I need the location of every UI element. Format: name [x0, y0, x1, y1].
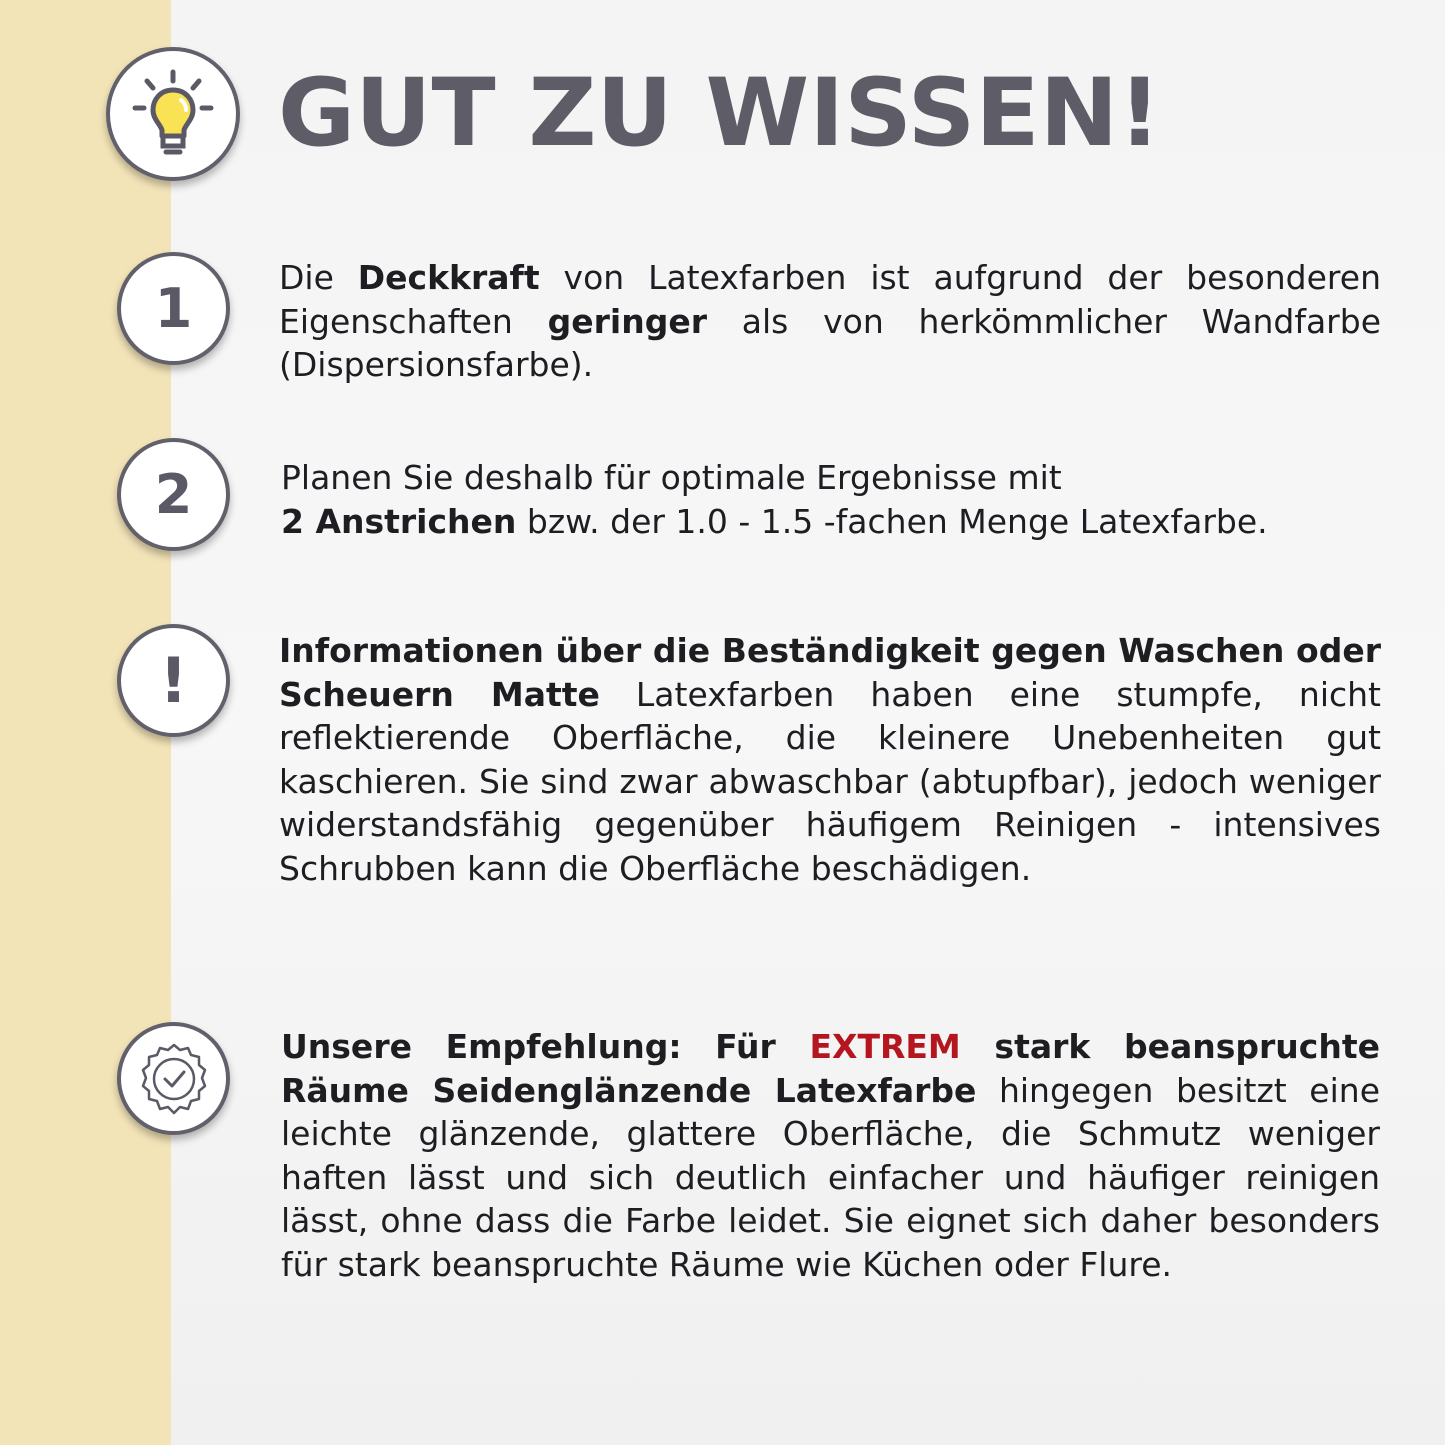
info-paragraph-2 [281, 456, 1383, 543]
body-text: hingegen besitzt eine leichte glänzende, glattere Oberfläche, die Schmutz weniger haften lässt und sich deutlich einfacher und häufiger reinigen lässt, ohne dass die Farbe leidet. Sie eignet sich daher besonders für stark beanspruchte Räume wie Küchen oder Flure. [281, 1070, 1380, 1284]
body-text: Die [279, 258, 358, 297]
bold-text: stark beanspruchte Räume Seidenglänzende Latexfarbe [281, 1027, 1380, 1110]
body-text: von Latexfarben ist aufgrund der besonderen Eigenschaften [279, 258, 1381, 341]
info-paragraph-4 [281, 1025, 1380, 1286]
page-title: GUT ZU WISSEN! [278, 59, 1162, 168]
lightbulb-icon [123, 64, 223, 164]
bold-text: geringer [547, 301, 707, 341]
step-marker-2 [117, 438, 230, 551]
body-text: als von herkömmlicher Wandfarbe (Dispersionsfarbe). [279, 301, 1382, 384]
bold-text: 2 Anstrichen [281, 501, 517, 541]
exclamation-icon: ! [159, 643, 188, 717]
body-text: Latexfarben haben eine stumpfe, nicht reflektierende Oberfläche, die kleinere Unebenheiten gut kaschieren. Sie sind zwar abwaschbar (abtupfbar), jedoch weniger widerstandsfähig gegenüber häufigem Reinigen - intensives Schrubben kann die Oberfläche beschädigen. [279, 674, 1381, 888]
warning-marker [117, 624, 230, 737]
recommendation-marker [117, 1022, 230, 1135]
info-paragraph-3 [279, 629, 1381, 890]
step-number: 1 [154, 276, 193, 340]
highlight-text: EXTREM [809, 1027, 961, 1066]
lightbulb-badge [106, 47, 240, 181]
info-paragraph-1 [279, 256, 1381, 387]
bold-text: Deckkraft [357, 258, 540, 297]
step-marker-1 [117, 252, 230, 365]
body-text: Planen Sie deshalb für optimale Ergebnisse mit [281, 458, 1062, 497]
step-number: 2 [154, 462, 193, 526]
bold-text: Unsere Empfehlung: Für [281, 1027, 810, 1066]
bold-text: Informationen über die Beständigkeit gegen Waschen oder Scheuern Matte [279, 631, 1381, 714]
badge-check-icon [134, 1039, 214, 1119]
body-text: bzw. der 1.0 - 1.5 -fachen Menge Latexfarbe. [516, 501, 1268, 541]
